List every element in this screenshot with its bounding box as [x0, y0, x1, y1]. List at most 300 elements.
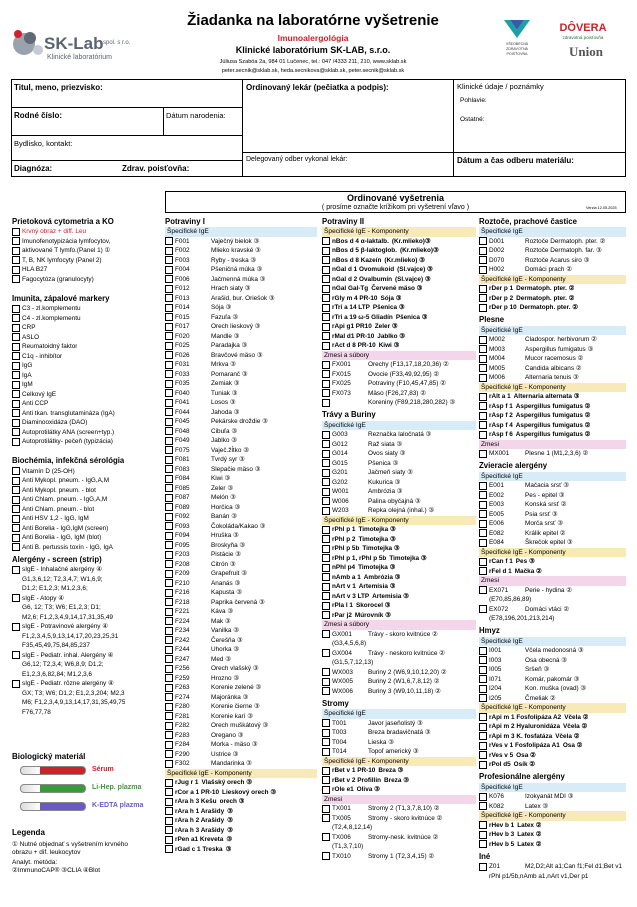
test-item[interactable]	[165, 237, 317, 247]
test-checkbox[interactable]	[479, 374, 487, 382]
test-item[interactable]	[165, 256, 317, 266]
test-item[interactable]	[12, 679, 162, 689]
test-item[interactable]	[165, 636, 317, 646]
test-item[interactable]	[479, 411, 626, 421]
test-checkbox[interactable]	[479, 751, 487, 759]
test-checkbox[interactable]	[479, 656, 487, 664]
test-checkbox[interactable]	[165, 826, 173, 834]
test-item[interactable]	[322, 630, 476, 640]
test-checkbox[interactable]	[165, 845, 173, 853]
test-checkbox[interactable]	[12, 594, 20, 602]
test-item[interactable]	[12, 265, 162, 275]
test-checkbox[interactable]	[479, 742, 487, 750]
test-checkbox[interactable]	[479, 793, 487, 801]
test-item[interactable]	[12, 304, 162, 314]
test-checkbox[interactable]	[12, 486, 20, 494]
test-checkbox[interactable]	[479, 802, 487, 810]
test-item[interactable]	[479, 665, 626, 675]
test-checkbox[interactable]	[479, 304, 487, 312]
test-item[interactable]	[479, 284, 626, 294]
test-item[interactable]	[165, 797, 317, 807]
test-item[interactable]	[12, 533, 162, 543]
test-checkbox[interactable]	[165, 589, 173, 597]
test-item[interactable]	[165, 294, 317, 304]
test-item[interactable]	[165, 731, 317, 741]
test-checkbox[interactable]	[165, 275, 173, 283]
test-checkbox[interactable]	[322, 294, 330, 302]
test-checkbox[interactable]	[165, 655, 173, 663]
test-checkbox[interactable]	[12, 381, 20, 389]
test-item[interactable]	[165, 664, 317, 674]
test-checkbox[interactable]	[479, 647, 487, 655]
test-checkbox[interactable]	[479, 256, 487, 264]
test-item[interactable]	[12, 594, 162, 604]
test-checkbox[interactable]	[322, 687, 330, 695]
test-item[interactable]	[165, 617, 317, 627]
test-checkbox[interactable]	[165, 807, 173, 815]
test-checkbox[interactable]	[322, 313, 330, 321]
test-item[interactable]	[479, 335, 626, 345]
test-item[interactable]	[322, 398, 476, 408]
test-item[interactable]	[12, 333, 162, 343]
test-checkbox[interactable]	[165, 332, 173, 340]
test-item[interactable]	[322, 833, 476, 843]
test-checkbox[interactable]	[479, 247, 487, 255]
test-checkbox[interactable]	[165, 418, 173, 426]
test-checkbox[interactable]	[12, 247, 20, 255]
test-item[interactable]	[479, 265, 626, 275]
test-checkbox[interactable]	[322, 526, 330, 534]
test-checkbox[interactable]	[12, 566, 20, 574]
test-checkbox[interactable]	[322, 545, 330, 553]
test-checkbox[interactable]	[165, 285, 173, 293]
test-item[interactable]	[322, 332, 476, 342]
test-item[interactable]	[322, 554, 476, 564]
test-checkbox[interactable]	[165, 617, 173, 625]
test-checkbox[interactable]	[12, 275, 20, 283]
test-item[interactable]	[322, 776, 476, 786]
test-checkbox[interactable]	[322, 776, 330, 784]
test-item[interactable]	[322, 303, 476, 313]
test-checkbox[interactable]	[165, 399, 173, 407]
test-checkbox[interactable]	[479, 675, 487, 683]
test-item[interactable]	[479, 256, 626, 266]
test-checkbox[interactable]	[12, 496, 20, 504]
test-item[interactable]	[165, 807, 317, 817]
test-checkbox[interactable]	[322, 285, 330, 293]
test-item[interactable]	[165, 712, 317, 722]
test-checkbox[interactable]	[479, 732, 487, 740]
test-checkbox[interactable]	[165, 513, 173, 521]
test-checkbox[interactable]	[165, 627, 173, 635]
test-item[interactable]	[322, 313, 476, 323]
test-checkbox[interactable]	[479, 294, 487, 302]
test-checkbox[interactable]	[479, 723, 487, 731]
test-item[interactable]	[479, 586, 626, 596]
test-item[interactable]	[322, 379, 476, 389]
test-checkbox[interactable]	[322, 729, 330, 737]
test-item[interactable]	[12, 505, 162, 515]
test-checkbox[interactable]	[322, 767, 330, 775]
test-item[interactable]	[479, 500, 626, 510]
test-checkbox[interactable]	[322, 342, 330, 350]
test-checkbox[interactable]	[165, 532, 173, 540]
test-checkbox[interactable]	[12, 428, 20, 436]
test-checkbox[interactable]	[165, 256, 173, 264]
test-item[interactable]	[165, 645, 317, 655]
test-item[interactable]	[479, 732, 626, 742]
test-item[interactable]	[322, 487, 476, 497]
test-checkbox[interactable]	[322, 678, 330, 686]
test-item[interactable]	[322, 360, 476, 370]
test-item[interactable]	[322, 265, 476, 275]
test-item[interactable]	[165, 778, 317, 788]
test-item[interactable]	[12, 543, 162, 553]
test-checkbox[interactable]	[12, 409, 20, 417]
test-item[interactable]	[165, 351, 317, 361]
test-item[interactable]	[165, 816, 317, 826]
test-item[interactable]	[12, 256, 162, 266]
test-checkbox[interactable]	[12, 314, 20, 322]
test-item[interactable]	[12, 651, 162, 661]
test-item[interactable]	[165, 721, 317, 731]
test-item[interactable]	[165, 389, 317, 399]
test-item[interactable]	[12, 352, 162, 362]
test-checkbox[interactable]	[12, 467, 20, 475]
test-item[interactable]	[165, 655, 317, 665]
test-checkbox[interactable]	[322, 630, 330, 638]
test-item[interactable]	[165, 332, 317, 342]
test-checkbox[interactable]	[165, 760, 173, 768]
test-checkbox[interactable]	[165, 465, 173, 473]
test-item[interactable]	[479, 656, 626, 666]
test-item[interactable]	[322, 611, 476, 621]
test-item[interactable]	[322, 237, 476, 247]
test-checkbox[interactable]	[12, 324, 20, 332]
test-checkbox[interactable]	[12, 680, 20, 688]
dob-field[interactable]: Dátum narodenia:	[166, 111, 226, 120]
test-checkbox[interactable]	[322, 507, 330, 515]
test-checkbox[interactable]	[479, 666, 487, 674]
test-item[interactable]	[322, 294, 476, 304]
test-item[interactable]	[12, 380, 162, 390]
test-checkbox[interactable]	[12, 524, 20, 532]
test-item[interactable]	[12, 227, 162, 237]
name-field[interactable]: Titul, meno, priezvisko:	[14, 83, 103, 92]
test-item[interactable]	[322, 459, 476, 469]
test-item[interactable]	[479, 792, 626, 802]
test-item[interactable]	[165, 750, 317, 760]
test-checkbox[interactable]	[322, 535, 330, 543]
test-item[interactable]	[479, 449, 626, 459]
test-checkbox[interactable]	[322, 361, 330, 369]
test-item[interactable]	[165, 740, 317, 750]
test-checkbox[interactable]	[322, 602, 330, 610]
test-checkbox[interactable]	[479, 586, 487, 594]
test-item[interactable]	[479, 345, 626, 355]
test-item[interactable]	[322, 246, 476, 256]
test-item[interactable]	[479, 294, 626, 304]
test-item[interactable]	[322, 440, 476, 450]
test-checkbox[interactable]	[165, 693, 173, 701]
test-item[interactable]	[165, 607, 317, 617]
test-item[interactable]	[322, 506, 476, 516]
test-checkbox[interactable]	[322, 247, 330, 255]
test-item[interactable]	[322, 582, 476, 592]
test-item[interactable]	[12, 361, 162, 371]
test-item[interactable]	[479, 713, 626, 723]
test-checkbox[interactable]	[12, 228, 20, 236]
test-item[interactable]	[165, 788, 317, 798]
test-checkbox[interactable]	[165, 494, 173, 502]
test-item[interactable]	[322, 275, 476, 285]
test-item[interactable]	[12, 275, 162, 285]
test-item[interactable]	[165, 455, 317, 465]
test-item[interactable]	[322, 747, 476, 757]
test-checkbox[interactable]	[322, 833, 330, 841]
test-checkbox[interactable]	[165, 389, 173, 397]
test-item[interactable]	[12, 476, 162, 486]
test-item[interactable]	[479, 237, 626, 247]
test-checkbox[interactable]	[12, 534, 20, 542]
test-checkbox[interactable]	[479, 821, 487, 829]
test-checkbox[interactable]	[479, 567, 487, 575]
test-checkbox[interactable]	[165, 636, 173, 644]
test-checkbox[interactable]	[165, 646, 173, 654]
test-checkbox[interactable]	[322, 719, 330, 727]
test-checkbox[interactable]	[165, 503, 173, 511]
test-item[interactable]	[322, 852, 476, 862]
test-checkbox[interactable]	[165, 712, 173, 720]
test-item[interactable]	[165, 598, 317, 608]
test-item[interactable]	[322, 738, 476, 748]
test-checkbox[interactable]	[322, 399, 330, 407]
test-checkbox[interactable]	[322, 814, 330, 822]
test-checkbox[interactable]	[479, 393, 487, 401]
test-checkbox[interactable]	[12, 400, 20, 408]
test-checkbox[interactable]	[479, 539, 487, 547]
test-item[interactable]	[165, 341, 317, 351]
test-item[interactable]	[165, 826, 317, 836]
test-item[interactable]	[479, 760, 626, 770]
test-item[interactable]	[165, 626, 317, 636]
test-item[interactable]	[165, 284, 317, 294]
test-checkbox[interactable]	[12, 343, 20, 351]
test-item[interactable]	[479, 364, 626, 374]
test-checkbox[interactable]	[12, 419, 20, 427]
test-item[interactable]	[165, 265, 317, 275]
test-checkbox[interactable]	[12, 438, 20, 446]
test-checkbox[interactable]	[12, 352, 20, 360]
test-checkbox[interactable]	[479, 761, 487, 769]
test-checkbox[interactable]	[165, 541, 173, 549]
test-item[interactable]	[165, 531, 317, 541]
test-item[interactable]	[165, 579, 317, 589]
test-item[interactable]	[322, 601, 476, 611]
test-checkbox[interactable]	[165, 731, 173, 739]
test-item[interactable]	[322, 677, 476, 687]
test-checkbox[interactable]	[322, 564, 330, 572]
test-item[interactable]	[165, 845, 317, 855]
test-checkbox[interactable]	[12, 266, 20, 274]
test-item[interactable]	[479, 675, 626, 685]
test-checkbox[interactable]	[322, 389, 330, 397]
test-item[interactable]	[322, 766, 476, 776]
test-checkbox[interactable]	[322, 611, 330, 619]
test-item[interactable]	[479, 741, 626, 751]
test-checkbox[interactable]	[165, 323, 173, 331]
test-checkbox[interactable]	[322, 304, 330, 312]
test-checkbox[interactable]	[165, 817, 173, 825]
test-checkbox[interactable]	[12, 237, 20, 245]
test-item[interactable]	[12, 428, 162, 438]
test-item[interactable]	[165, 702, 317, 712]
test-item[interactable]	[322, 687, 476, 697]
test-checkbox[interactable]	[165, 579, 173, 587]
test-checkbox[interactable]	[12, 305, 20, 313]
test-checkbox[interactable]	[165, 570, 173, 578]
test-item[interactable]	[165, 588, 317, 598]
test-checkbox[interactable]	[322, 748, 330, 756]
test-item[interactable]	[12, 314, 162, 324]
test-item[interactable]	[479, 646, 626, 656]
test-checkbox[interactable]	[322, 370, 330, 378]
test-item[interactable]	[165, 484, 317, 494]
test-item[interactable]	[479, 802, 626, 812]
test-item[interactable]	[12, 437, 162, 447]
test-checkbox[interactable]	[322, 554, 330, 562]
test-checkbox[interactable]	[479, 491, 487, 499]
test-checkbox[interactable]	[479, 421, 487, 429]
test-item[interactable]	[12, 565, 162, 575]
test-item[interactable]	[12, 399, 162, 409]
test-checkbox[interactable]	[165, 703, 173, 711]
test-item[interactable]	[165, 379, 317, 389]
test-item[interactable]	[165, 569, 317, 579]
test-checkbox[interactable]	[165, 437, 173, 445]
test-item[interactable]	[322, 668, 476, 678]
test-item[interactable]	[165, 275, 317, 285]
test-checkbox[interactable]	[479, 266, 487, 274]
test-item[interactable]	[12, 237, 162, 247]
test-checkbox[interactable]	[165, 779, 173, 787]
test-item[interactable]	[479, 538, 626, 548]
test-checkbox[interactable]	[479, 285, 487, 293]
test-item[interactable]	[12, 622, 162, 632]
test-checkbox[interactable]	[165, 836, 173, 844]
test-item[interactable]	[165, 693, 317, 703]
test-item[interactable]	[322, 814, 476, 824]
test-item[interactable]	[12, 409, 162, 419]
test-checkbox[interactable]	[322, 450, 330, 458]
test-checkbox[interactable]	[322, 440, 330, 448]
test-checkbox[interactable]	[165, 522, 173, 530]
test-item[interactable]	[12, 524, 162, 534]
test-item[interactable]	[479, 605, 626, 615]
test-checkbox[interactable]	[12, 623, 20, 631]
test-item[interactable]	[165, 503, 317, 513]
test-checkbox[interactable]	[479, 520, 487, 528]
test-checkbox[interactable]	[165, 408, 173, 416]
test-checkbox[interactable]	[12, 371, 20, 379]
test-item[interactable]	[165, 474, 317, 484]
test-item[interactable]	[479, 246, 626, 256]
test-item[interactable]	[12, 342, 162, 352]
test-checkbox[interactable]	[479, 685, 487, 693]
test-item[interactable]	[322, 592, 476, 602]
test-item[interactable]	[165, 493, 317, 503]
test-checkbox[interactable]	[165, 750, 173, 758]
test-checkbox[interactable]	[165, 427, 173, 435]
test-checkbox[interactable]	[322, 488, 330, 496]
test-checkbox[interactable]	[479, 450, 487, 458]
doctor-field[interactable]: Ordinovaný lekár (pečiatka a podpis):	[246, 83, 389, 92]
test-checkbox[interactable]	[322, 592, 330, 600]
test-item[interactable]	[165, 408, 317, 418]
test-item[interactable]	[479, 840, 626, 850]
test-item[interactable]	[165, 683, 317, 693]
test-checkbox[interactable]	[165, 266, 173, 274]
test-item[interactable]	[479, 557, 626, 567]
test-checkbox[interactable]	[165, 342, 173, 350]
test-item[interactable]	[12, 467, 162, 477]
test-item[interactable]	[12, 495, 162, 505]
test-checkbox[interactable]	[322, 237, 330, 245]
datetime-field[interactable]: Dátum a čas odberu materiálu:	[457, 156, 574, 165]
test-checkbox[interactable]	[479, 831, 487, 839]
test-checkbox[interactable]	[322, 583, 330, 591]
test-item[interactable]	[479, 751, 626, 761]
test-checkbox[interactable]	[165, 247, 173, 255]
test-checkbox[interactable]	[165, 674, 173, 682]
test-item[interactable]	[165, 835, 317, 845]
test-checkbox[interactable]	[479, 605, 487, 613]
test-item[interactable]	[165, 522, 317, 532]
test-item[interactable]	[479, 354, 626, 364]
test-item[interactable]	[165, 360, 317, 370]
test-checkbox[interactable]	[479, 237, 487, 245]
address-field[interactable]: Bydlisko, kontakt:	[14, 139, 73, 148]
test-item[interactable]	[322, 785, 476, 795]
test-item[interactable]	[165, 674, 317, 684]
test-item[interactable]	[322, 256, 476, 266]
test-item[interactable]	[322, 341, 476, 351]
test-checkbox[interactable]	[165, 598, 173, 606]
test-checkbox[interactable]	[165, 446, 173, 454]
test-item[interactable]	[479, 491, 626, 501]
test-checkbox[interactable]	[322, 786, 330, 794]
test-checkbox[interactable]	[479, 482, 487, 490]
test-item[interactable]	[479, 519, 626, 529]
test-checkbox[interactable]	[165, 380, 173, 388]
test-item[interactable]	[479, 373, 626, 383]
test-checkbox[interactable]	[165, 237, 173, 245]
test-checkbox[interactable]	[322, 649, 330, 657]
test-checkbox[interactable]	[12, 543, 20, 551]
test-checkbox[interactable]	[322, 332, 330, 340]
test-checkbox[interactable]	[322, 256, 330, 264]
test-item[interactable]	[479, 694, 626, 704]
test-checkbox[interactable]	[165, 741, 173, 749]
test-item[interactable]	[165, 465, 317, 475]
test-item[interactable]	[322, 322, 476, 332]
test-checkbox[interactable]	[322, 738, 330, 746]
test-item[interactable]	[165, 417, 317, 427]
birth-number-field[interactable]: Rodné číslo:	[14, 111, 63, 120]
test-item[interactable]	[165, 560, 317, 570]
test-item[interactable]	[322, 468, 476, 478]
test-checkbox[interactable]	[479, 558, 487, 566]
